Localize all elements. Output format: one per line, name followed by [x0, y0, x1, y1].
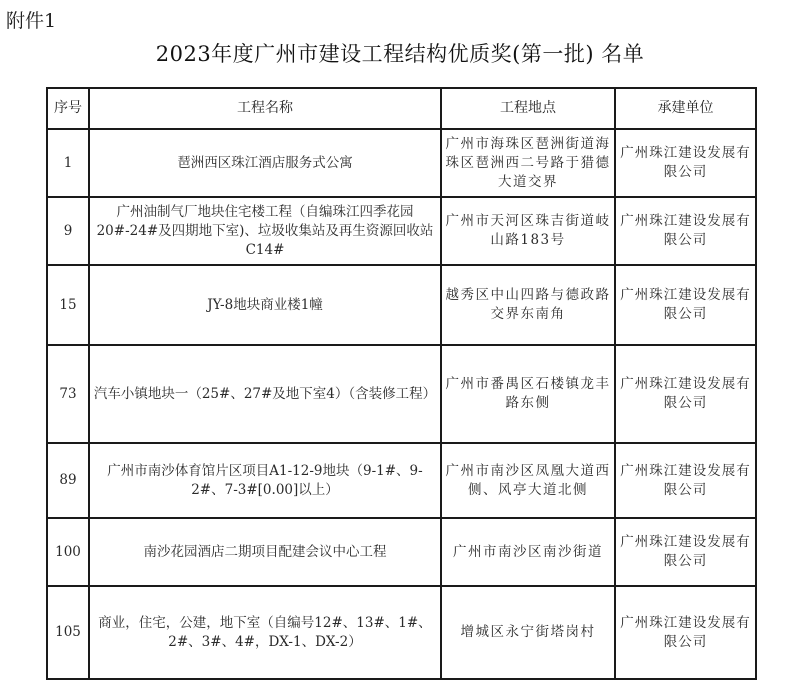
cell-project-name: 广州市南沙体育馆片区项目A1-12-9地块（9-1#、9-2#、7-3#[0.00]以上）: [89, 443, 441, 518]
table-row: [47, 586, 756, 679]
cell-location: 广州市天河区珠吉街道岐山路183号: [441, 197, 615, 265]
cell-location: 广州市南沙区南沙街道: [441, 518, 615, 586]
cell-no: 89: [47, 443, 89, 518]
table-row: [47, 197, 756, 265]
cell-location: 越秀区中山四路与德政路交界东南角: [441, 265, 615, 345]
cell-project-name: 南沙花园酒店二期项目配建会议中心工程: [89, 518, 441, 586]
table-row: [47, 443, 756, 518]
cell-contractor: 广州珠江建设发展有限公司: [615, 518, 756, 586]
cell-no: 100: [47, 518, 89, 586]
table-header-row: [47, 88, 756, 129]
cell-no: 105: [47, 586, 89, 679]
attachment-label: 附件1: [6, 10, 57, 32]
header-location: 工程地点: [441, 88, 615, 129]
header-no: 序号: [47, 88, 89, 129]
cell-project-name: 商业，住宅，公建，地下室（自编号12#、13#、1#、2#、3#、4#，DX-1、DX-2）: [89, 586, 441, 679]
table-row: [47, 345, 756, 443]
cell-location: 广州市海珠区琶洲街道海珠区琶洲西二号路于猎德大道交界: [441, 129, 615, 197]
table-row: [47, 265, 756, 345]
table-row: [47, 518, 756, 586]
header-contractor: 承建单位: [615, 88, 756, 129]
cell-contractor: 广州珠江建设发展有限公司: [615, 129, 756, 197]
cell-project-name: 琶洲西区珠江酒店服务式公寓: [89, 129, 441, 197]
cell-no: 1: [47, 129, 89, 197]
cell-project-name: 汽车小镇地块一（25#、27#及地下室4）（含装修工程）: [89, 345, 441, 443]
award-list-table: [46, 87, 757, 680]
header-project-name: 工程名称: [89, 88, 441, 129]
cell-contractor: 广州珠江建设发展有限公司: [615, 265, 756, 345]
table-row: [47, 129, 756, 197]
cell-no: 73: [47, 345, 89, 443]
cell-contractor: 广州珠江建设发展有限公司: [615, 443, 756, 518]
cell-project-name: 广州油制气厂地块住宅楼工程（自编珠江四季花园20#-24#及四期地下室)、垃圾收集站及再生资源回收站C14#: [89, 197, 441, 265]
cell-contractor: 广州珠江建设发展有限公司: [615, 586, 756, 679]
cell-no: 9: [47, 197, 89, 265]
cell-project-name: JY-8地块商业楼1幢: [89, 265, 441, 345]
cell-location: 增城区永宁街塔岗村: [441, 586, 615, 679]
cell-contractor: 广州珠江建设发展有限公司: [615, 197, 756, 265]
document-title: 2023年度广州市建设工程结构优质奖(第一批) 名单: [155, 42, 645, 66]
cell-no: 15: [47, 265, 89, 345]
cell-contractor: 广州珠江建设发展有限公司: [615, 345, 756, 443]
cell-location: 广州市番禺区石楼镇龙丰路东侧: [441, 345, 615, 443]
cell-location: 广州市南沙区凤凰大道西侧、风亭大道北侧: [441, 443, 615, 518]
